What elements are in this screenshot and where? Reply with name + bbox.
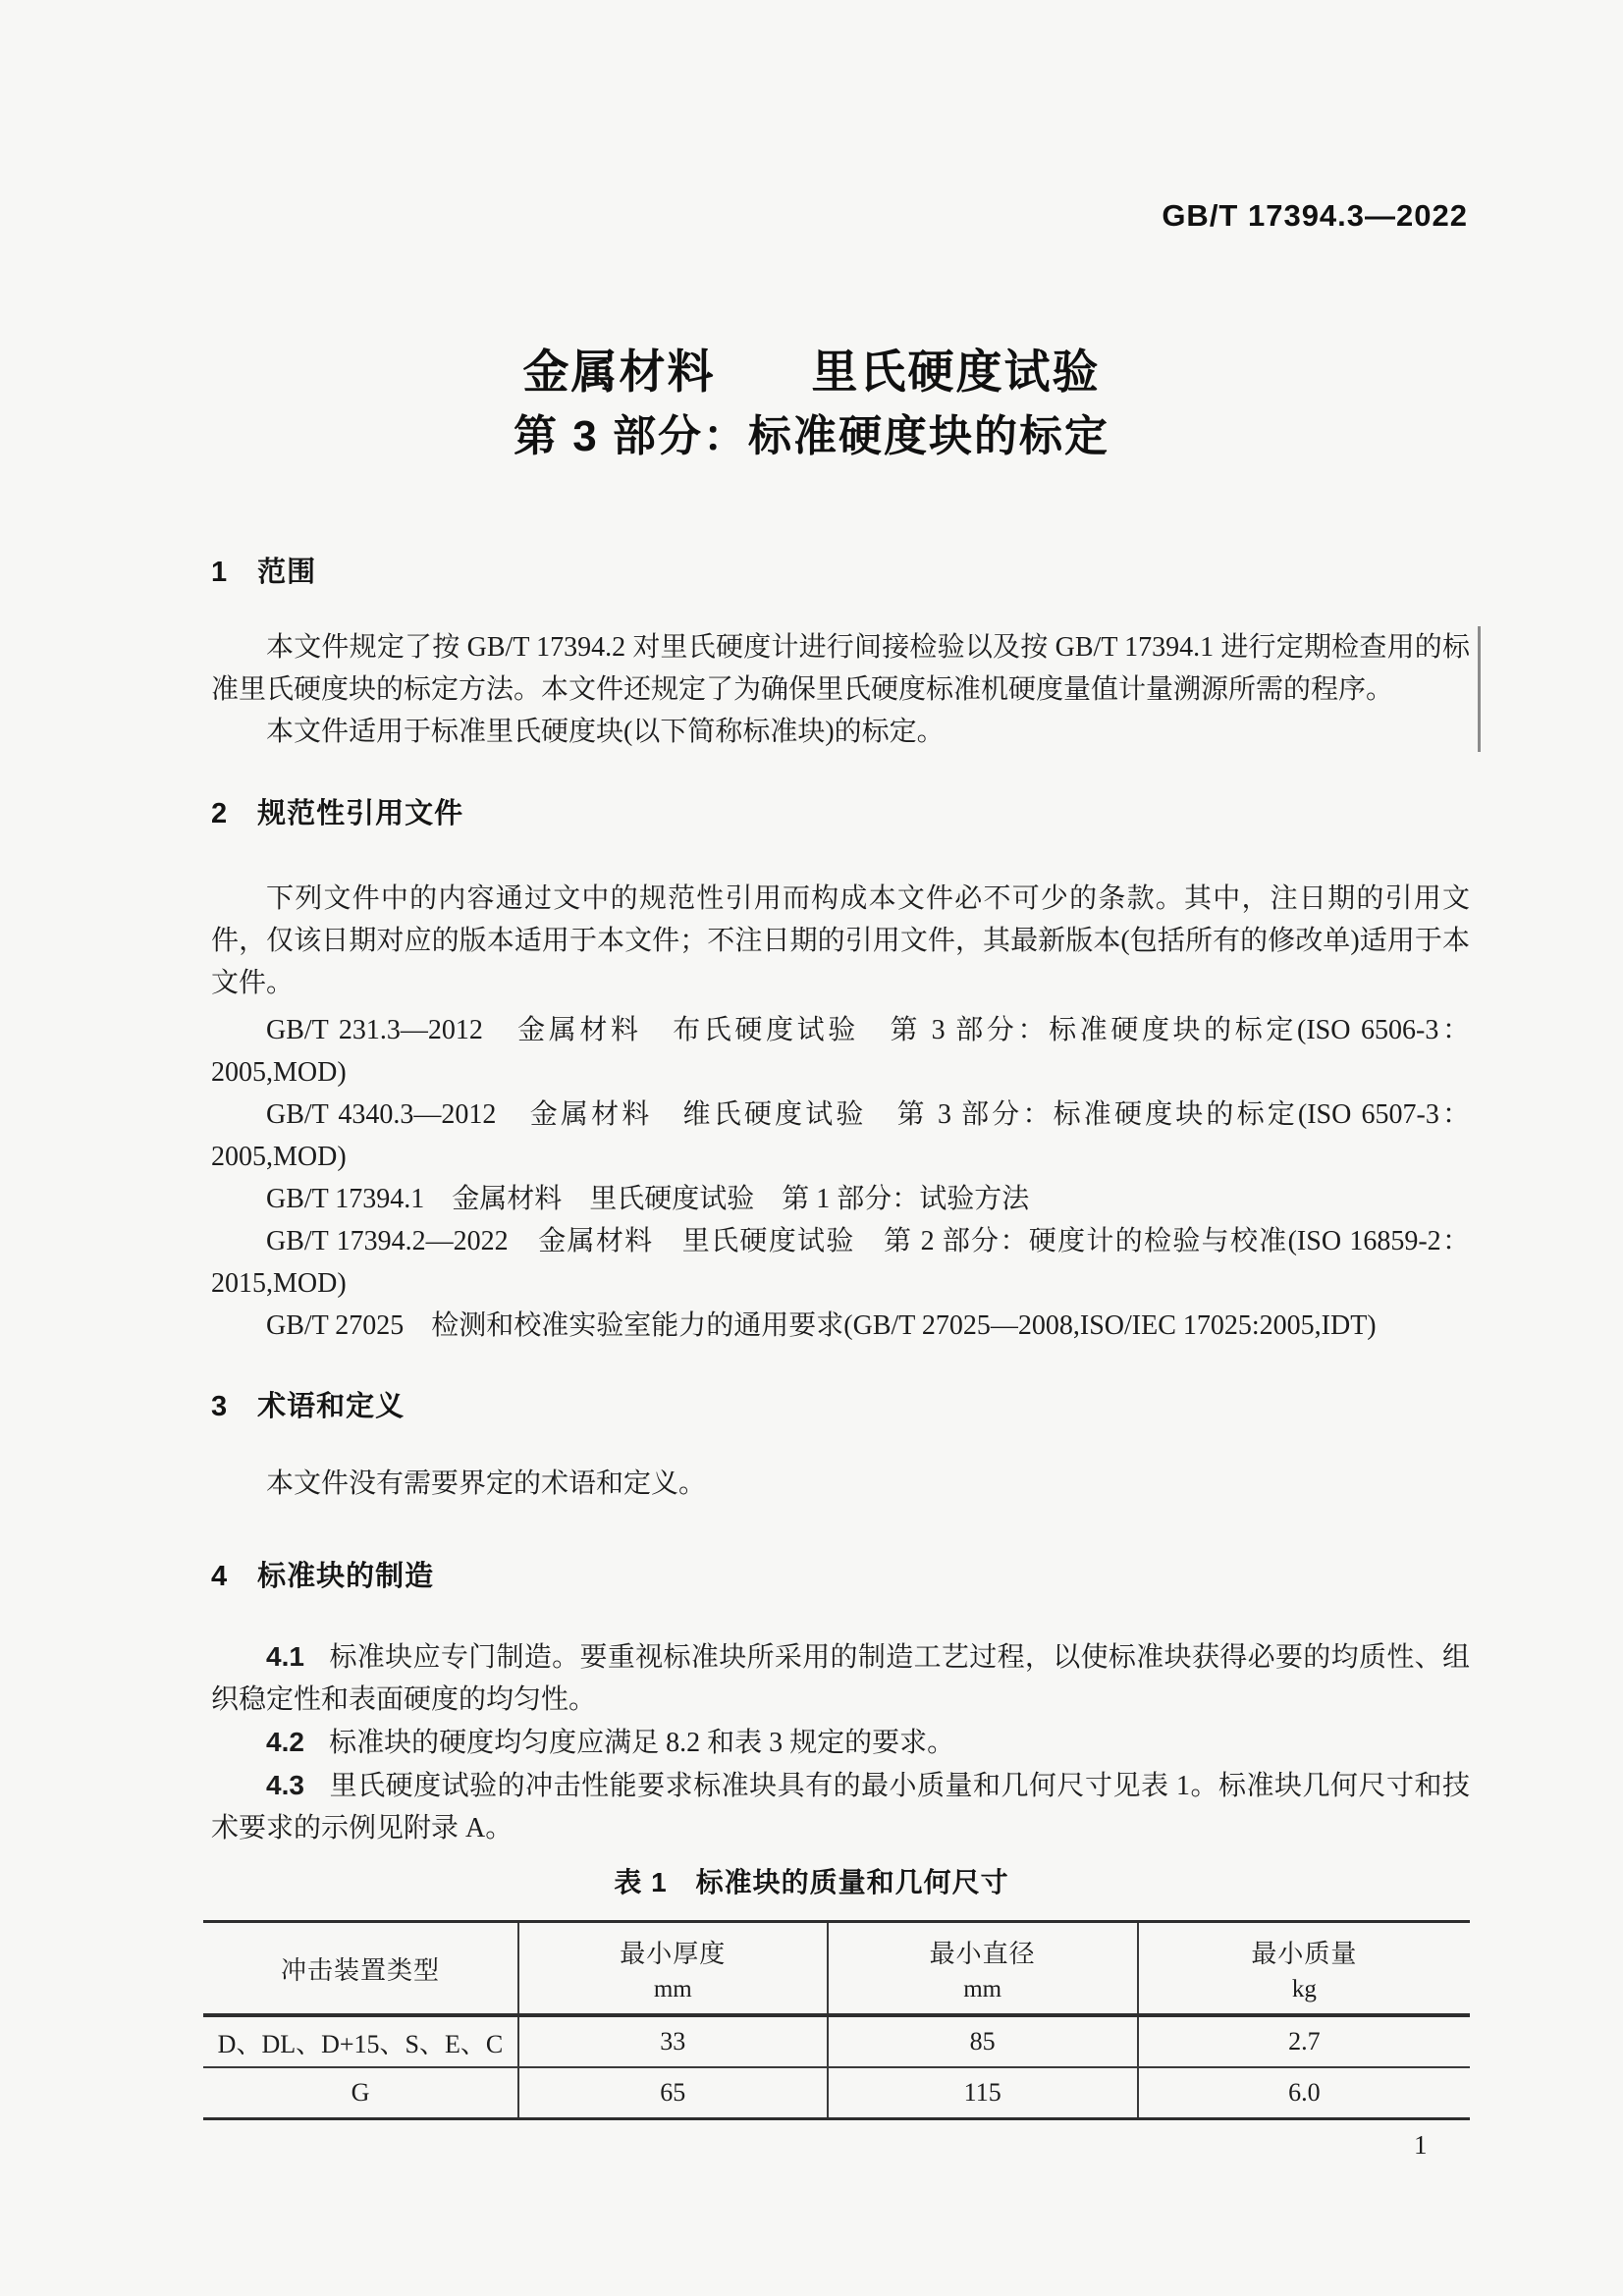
table-cell: 2.7: [1137, 2017, 1470, 2066]
section-3-body: [211, 1463, 1470, 1505]
table-header-min-diameter: [827, 1923, 1137, 2013]
clause-4-1: [211, 1635, 1470, 1721]
clause-text: 标准块的硬度均匀度应满足 8.2 和表 3 规定的要求。: [329, 1728, 955, 1758]
section-4-body: [211, 1635, 1470, 1849]
table-header-min-mass: [1137, 1923, 1470, 2013]
doc-title-line1: 金属材料 里氏硬度试验: [522, 346, 1101, 398]
clause-number: 4.3: [266, 1770, 304, 1800]
doc-title-line2: 第 3 部分：标准硬度块的标定: [514, 412, 1109, 460]
section-1-heading: 1 范围: [211, 557, 317, 588]
column-unit: kg: [1291, 1975, 1317, 2002]
column-name: 最小厚度: [620, 1939, 727, 1968]
reference-list: [211, 1009, 1470, 1347]
section-2-paragraph: 下列文件中的内容通过文中的规范性引用而构成本文件必不可少的条款。其中，注日期的引用文件，仅该日期对应的版本适用于本文件；不注日期的引用文件，其最新版本(包括所有的修改单)适用于本文件。: [211, 883, 1470, 998]
column-unit: mm: [653, 1975, 692, 2002]
clause-number: 4.2: [266, 1727, 304, 1757]
reference-item: GB/T 17394.1 金属材料 里氏硬度试验 第 1 部分：试验方法: [266, 1184, 1030, 1214]
standard-number: GB/T 17394.3—2022: [1162, 198, 1468, 233]
section-1-paragraph-1: 本文件规定了按 GB/T 17394.2 对里氏硬度计进行间接检验以及按 GB/T 17394.1 进行定期检查用的标准里氏硬度块的标定方法。本文件还规定了为确保里氏硬度标准机硬度量值计量溯源所需的程序。: [211, 632, 1470, 705]
table-header-row: [203, 1923, 1470, 2017]
table-cell: 6.0: [1137, 2068, 1470, 2117]
clause-text: 标准块应专门制造。要重视标准块所采用的制造工艺过程，以使标准块获得必要的均质性、组织稳定性和表面硬度的均匀性。: [211, 1642, 1470, 1715]
section-4-heading: 4 标准块的制造: [211, 1561, 435, 1592]
column-name: 最小质量: [1251, 1939, 1358, 1968]
table-header-min-thickness: [517, 1923, 827, 2013]
table-cell: 85: [827, 2017, 1137, 2066]
table-cell: D、DL、D+15、S、E、C: [217, 2029, 504, 2058]
table-cell: 65: [517, 2068, 827, 2117]
change-bar: [1478, 626, 1481, 752]
column-name: 冲击装置类型: [280, 1955, 440, 1985]
column-unit: mm: [963, 1975, 1002, 2002]
page-number: 1: [1414, 2130, 1428, 2160]
clause-text: 里氏硬度试验的冲击性能要求标准块具有的最小质量和几何尺寸见表 1。标准块几何尺寸和技术要求的示例见附录 A。: [211, 1771, 1470, 1843]
table-1: [203, 1920, 1470, 2120]
section-3-heading: 3 术语和定义: [211, 1391, 406, 1422]
reference-item: GB/T 231.3—2012 金属材料 布氏硬度试验 第 3 部分：标准硬度块的标定(ISO 6506-3：2005,MOD): [211, 1015, 1470, 1088]
clause-number: 4.1: [266, 1641, 304, 1672]
table-cell: 33: [517, 2017, 827, 2066]
section-3-paragraph: 本文件没有需要界定的术语和定义。: [266, 1468, 707, 1499]
section-1-body: [211, 626, 1470, 753]
table-cell: G: [351, 2078, 370, 2107]
clause-4-2: [211, 1721, 1470, 1764]
table-header-impact-device-type: [203, 1923, 517, 2013]
section-1-paragraph-2: 本文件适用于标准里氏硬度块(以下简称标准块)的标定。: [266, 717, 945, 747]
section-2-heading: 2 规范性引用文件: [211, 798, 464, 829]
reference-item: GB/T 4340.3—2012 金属材料 维氏硬度试验 第 3 部分：标准硬度块的标定(ISO 6507-3：2005,MOD): [211, 1099, 1470, 1172]
reference-item: GB/T 17394.2—2022 金属材料 里氏硬度试验 第 2 部分：硬度计的检验与校准(ISO 16859-2：2015,MOD): [211, 1226, 1470, 1299]
table-1-caption: 表 1 标准块的质量和几何尺寸: [614, 1867, 1009, 1897]
clause-4-3: [211, 1764, 1470, 1849]
table-row: [203, 2017, 1470, 2068]
table-cell: 115: [827, 2068, 1137, 2117]
table-row: [203, 2068, 1470, 2117]
reference-item: GB/T 27025 检测和校准实验室能力的通用要求(GB/T 27025—2008,ISO/IEC 17025:2005,IDT): [266, 1310, 1377, 1341]
column-name: 最小直径: [929, 1939, 1036, 1968]
section-2-intro: [211, 878, 1470, 1004]
